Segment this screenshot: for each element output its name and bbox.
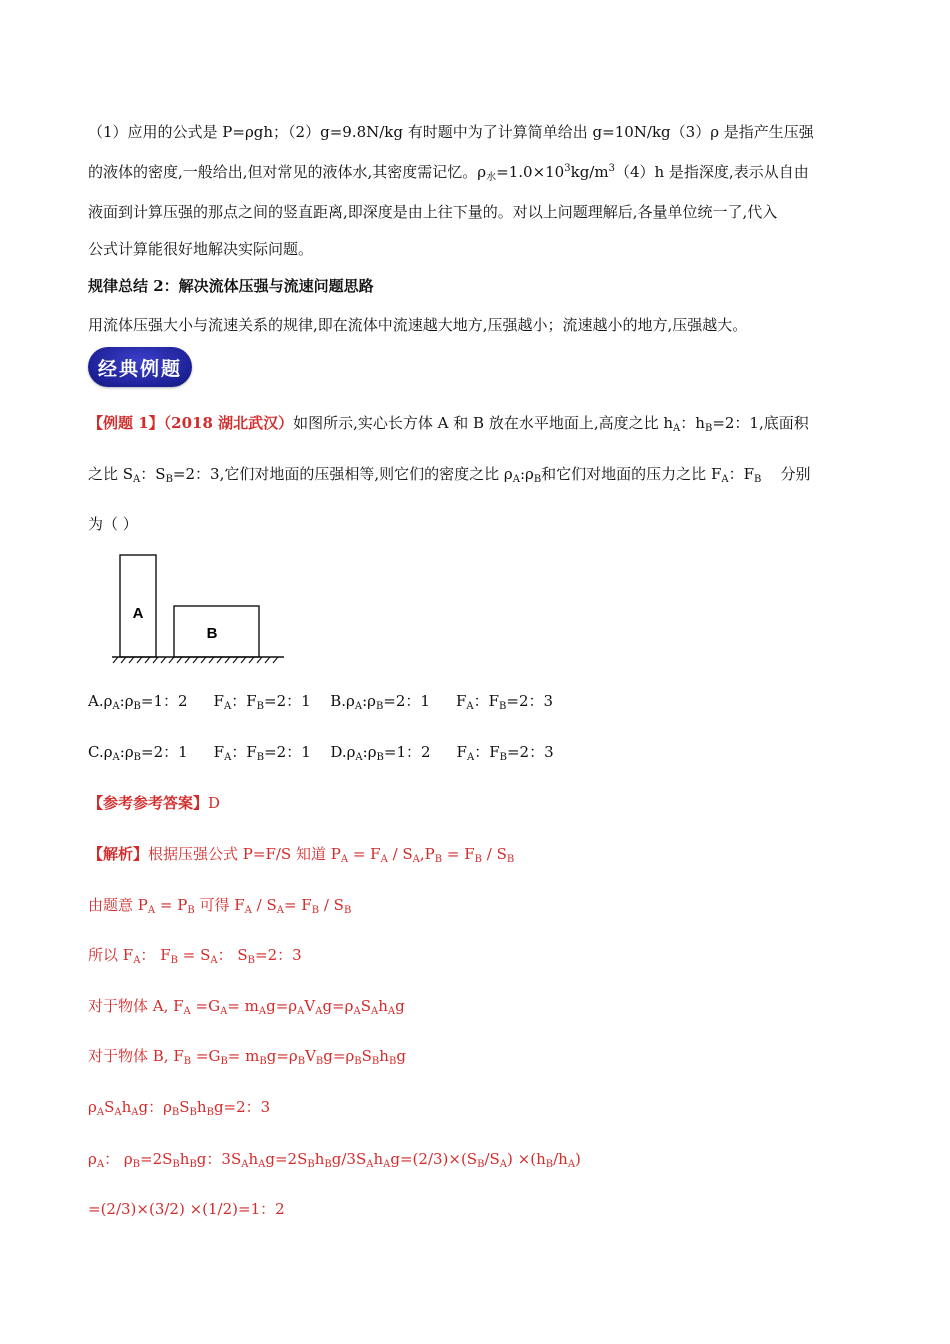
answer-value: D [208,794,221,812]
ground-hatch [113,657,278,663]
sub: B [311,905,320,916]
text: :ρ [119,743,134,761]
text: V [304,997,316,1015]
text: h [378,997,388,1015]
sub: A [297,1006,305,1017]
sub: A [112,752,120,763]
label-b: B [206,625,218,642]
sub: A [210,955,218,966]
answer-label: 【参考参考答案】 [88,794,209,812]
sub: B [704,423,713,434]
text: ,P [419,845,435,863]
text: g=2S [265,1150,308,1168]
text: g=ρ [322,997,354,1015]
text: g=ρ [323,1047,355,1065]
sub: B [499,752,507,763]
text: F [246,743,257,761]
sub: 水 [486,172,497,183]
option-d [330,743,553,761]
sub: B [545,1159,554,1170]
sub: A [340,854,349,865]
text: = S [177,946,211,964]
text: g=2：3 [213,1098,271,1116]
text: A.ρ [88,692,113,710]
analysis-line5 [88,1045,406,1067]
sub: A [258,1006,267,1017]
sub: B [247,955,255,966]
sub: B [388,1056,397,1067]
text: h [121,1098,132,1116]
sub: A [96,1107,105,1118]
text: g [396,1047,406,1065]
text: ： [473,692,489,710]
sub: B [189,1159,197,1170]
rule2-title: 规律总结 2：解决流体压强与流速问题思路 [88,277,374,295]
sub: B [220,1056,228,1067]
sub: A [183,1006,191,1017]
text: g [395,997,405,1015]
text: 根据压强公式 P=F/S 知道 P [148,845,341,863]
text: h [196,1098,207,1116]
sub: B [533,474,542,485]
analysis-line4 [88,995,405,1017]
text: ：S [140,465,166,483]
text: S [104,1098,115,1116]
text: F [489,743,500,761]
sub: B [324,1159,332,1170]
text: ： [474,743,490,761]
text: ： ρ [104,1150,133,1168]
sub: A [380,854,388,865]
para1-line1: （1）应用的公式是 P=ρgh；（2）g=9.8N/kg 有时题中为了计算简单给出 g=10N/kg（3）ρ 是指产生压强 [88,123,814,141]
sub: B [256,752,265,763]
text: 可得 F [194,896,245,914]
sub: A [220,1006,228,1017]
sub: B [187,905,195,916]
para1-line4: 公式计算能很好地解决实际问题。 [88,240,314,258]
sub: B [170,955,178,966]
analysis-line7 [88,1148,581,1170]
text: / S [387,845,413,863]
text: 所以 F [88,946,134,964]
sub: B [371,1056,380,1067]
text: h [379,1047,389,1065]
analysis-line6 [88,1096,270,1118]
text: :ρ [362,692,376,710]
text: C.ρ [88,743,113,761]
sub: B [297,1056,306,1067]
sup: 3 [564,163,571,174]
text: ) ×(h [507,1150,546,1168]
sub: A [147,905,156,916]
option-a [88,692,311,710]
text: / S [251,896,277,914]
text: =G [190,997,221,1015]
para1-line2 [88,161,809,183]
sub: B [343,905,352,916]
text: =2：3 [506,692,554,710]
sub: A [258,1159,266,1170]
sub: A [276,905,284,916]
text: =1：2 [140,692,188,710]
sub: B [307,1159,315,1170]
text: 和它们对地面的压力之比 F [541,465,722,483]
sub: B [133,752,141,763]
text: h [314,1150,325,1168]
text: g/3S [331,1150,367,1168]
sub: A [112,701,120,712]
text: =2S [140,1150,173,1168]
text: F [213,743,225,761]
sub: B [354,1056,362,1067]
sub: A [114,1107,122,1118]
text: =2：1,底面积 [712,414,809,432]
text: = F [348,845,381,863]
text: =2：1 [141,743,188,761]
text: = F [283,896,312,914]
sub: B [172,1159,180,1170]
sub: B [375,701,384,712]
text: =2：3,它们对地面的压强相等,则它们的密度之比 ρ [172,465,513,483]
sub: A [96,1159,105,1170]
analysis-line8: =(2/3)×(3/2) ×(1/2)=1：2 [88,1200,285,1218]
text: ρ [88,1150,97,1168]
text: :ρ [362,743,377,761]
example-line2 [88,463,810,485]
sub: A [241,1159,249,1170]
sub: A [499,1159,508,1170]
text: =G [191,1047,221,1065]
text: 如图所示,实心长方体 A 和 B 放在水平地面上,高度之比 h [293,414,674,432]
text: = m [227,1047,260,1065]
text: / S [319,896,344,914]
text: F [456,743,467,761]
sub: A [383,1159,391,1170]
text: 之比 S [88,465,134,483]
answer-line [88,792,220,814]
text: B.ρ [330,692,355,710]
text: F [213,692,224,710]
text: h [248,1150,259,1168]
sub: B [133,701,141,712]
example-line1 [88,412,809,434]
text: S [360,997,371,1015]
analysis-line2 [88,894,351,916]
text: ： S [217,946,248,964]
sub: A [133,474,141,485]
text: /S [484,1150,500,1168]
text: S [179,1098,190,1116]
example-line3: 为（ ） [88,515,138,533]
text: D.ρ [330,743,356,761]
text: 分别 [761,465,811,483]
sub: A [354,701,363,712]
text: 的液体的密度,一般给出,但对常见的液体水,其密度需记忆。ρ [88,163,487,181]
text: g=ρ [266,1047,298,1065]
blocks-figure [112,552,287,664]
sub: A [412,854,420,865]
sub: A [353,1006,361,1017]
sub: A [315,1006,323,1017]
text: /h [553,1150,568,1168]
sub: A [133,955,141,966]
rule2-body: 用流体压强大小与流速关系的规律,即在流体中流速越大地方,压强越小；流速越小的地方,压强越大。 [88,316,748,334]
text: ： F [140,946,171,964]
option-c [88,743,311,761]
text: S [361,1047,372,1065]
text: F [455,692,467,710]
sub: B [171,1107,180,1118]
text: g：3S [196,1150,242,1168]
text: （4）h 是指深度,表示从自由 [614,163,809,181]
text: = m [227,997,259,1015]
text: F [246,692,257,710]
label-a: A [132,605,144,622]
sub: A [131,1107,139,1118]
text: =2：3 [506,743,554,761]
sub: A [224,752,232,763]
text: ：h [680,414,705,432]
sub: B [256,701,264,712]
sub: A [223,701,232,712]
analysis-line3 [88,944,302,966]
text: ) [575,1150,581,1168]
text: =2：3 [255,946,302,964]
sub: A [370,1006,379,1017]
text: ：F [728,465,755,483]
text: = F [442,845,475,863]
sub: B [206,1107,214,1118]
sub: B [499,701,507,712]
sub: A [466,752,475,763]
sub: A [512,474,520,485]
text: V [305,1047,316,1065]
sub: B [474,854,483,865]
text: 对于物体 B, F [88,1047,184,1065]
sub: A [387,1006,396,1017]
sub: B [477,1159,485,1170]
sub: B [189,1107,197,1118]
text: =2：1 [383,692,430,710]
example-tag: 【例题 1】（2018 湖北武汉） [88,414,294,432]
section-badge: 经典例题 [88,347,192,387]
analysis-line1 [88,843,514,865]
sub: A [567,1159,576,1170]
text: F [488,692,500,710]
text: g=ρ [266,997,298,1015]
sub: B [259,1056,267,1067]
text: 由题意 P [88,896,148,914]
sub: B [376,752,384,763]
text: = P [155,896,188,914]
text: ： [231,692,247,710]
text: / S [482,845,507,863]
text: h [373,1150,384,1168]
sub: A [721,474,729,485]
sub: B [754,474,762,485]
sub: B [434,854,443,865]
option-b [330,692,553,710]
options-row-ab [88,690,553,712]
text: =1.0×10 [496,163,565,181]
text: :ρ [119,692,134,710]
sup: 3 [608,163,615,174]
text: ρ [88,1098,97,1116]
sub: A [673,423,681,434]
text: 对于物体 A, F [88,997,184,1015]
text: =2：1 [264,743,311,761]
text: g：ρ [138,1098,172,1116]
sub: A [355,752,363,763]
text: h [179,1150,190,1168]
text: :ρ [519,465,534,483]
sub: B [183,1056,192,1067]
sub: B [132,1159,141,1170]
text: =1：2 [383,743,431,761]
sub: B [315,1056,324,1067]
para1-line3: 液面到计算压强的那点之间的竖直距离,即深度是由上往下量的。对以上问题理解后,各量单位统一了,代入 [88,203,778,221]
text: ： [231,743,247,761]
text: g=(2/3)×(S [390,1150,478,1168]
sub: B [165,474,173,485]
sub: A [366,1159,374,1170]
text: kg/m [570,163,609,181]
sub: B [506,854,515,865]
text: =2：1 [264,692,311,710]
sub: A [466,701,474,712]
options-row-cd [88,741,554,763]
analysis-label: 【解析】 [88,845,149,863]
sub: A [244,905,252,916]
